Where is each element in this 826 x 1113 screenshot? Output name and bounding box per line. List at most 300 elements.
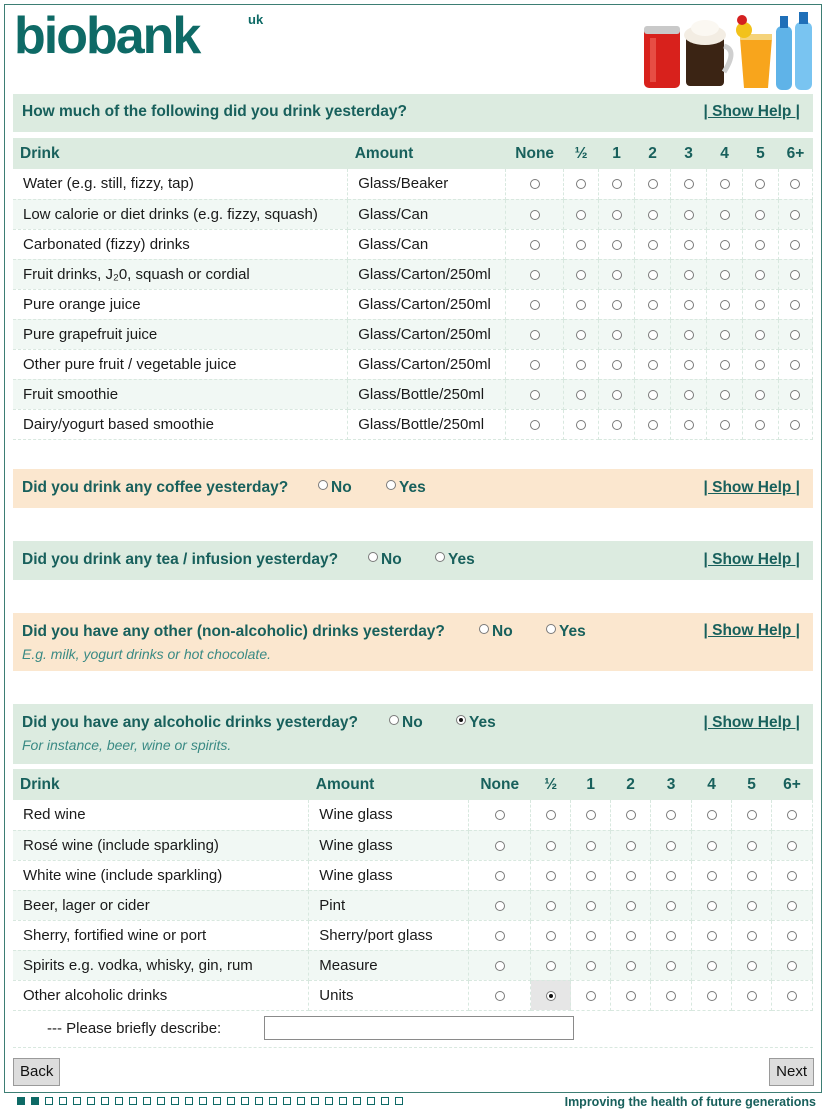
quantity-cell[interactable]	[771, 860, 812, 890]
quantity-cell[interactable]	[732, 830, 772, 860]
quantity-radio[interactable]	[612, 210, 622, 220]
quantity-cell[interactable]	[651, 860, 692, 890]
quantity-radio[interactable]	[626, 810, 636, 820]
quantity-cell[interactable]	[506, 319, 564, 349]
quantity-radio[interactable]	[707, 901, 717, 911]
quantity-radio[interactable]	[755, 330, 765, 340]
quantity-radio[interactable]	[576, 300, 586, 310]
quantity-radio[interactable]	[707, 991, 717, 1001]
quantity-radio[interactable]	[530, 420, 540, 430]
column-header: 3	[671, 138, 707, 169]
quantity-cell[interactable]	[771, 920, 812, 950]
quantity-radio[interactable]	[546, 931, 556, 941]
quantity-cell[interactable]	[564, 199, 599, 229]
quantity-cell[interactable]	[506, 379, 564, 409]
quantity-cell[interactable]	[531, 830, 571, 860]
quantity-cell[interactable]	[599, 259, 635, 289]
quantity-radio[interactable]	[626, 931, 636, 941]
quantity-cell[interactable]	[707, 199, 743, 229]
coffee-no-radio[interactable]	[318, 480, 328, 490]
quantity-radio[interactable]	[576, 179, 586, 189]
quantity-radio[interactable]	[755, 240, 765, 250]
quantity-cell[interactable]	[743, 169, 779, 199]
quantity-radio[interactable]	[666, 841, 676, 851]
quantity-cell[interactable]	[506, 199, 564, 229]
quantity-radio[interactable]	[495, 961, 505, 971]
quantity-cell[interactable]	[571, 920, 611, 950]
quantity-cell[interactable]	[743, 349, 779, 379]
quantity-radio[interactable]	[755, 270, 765, 280]
quantity-cell[interactable]	[635, 379, 671, 409]
quantity-cell[interactable]	[506, 349, 564, 379]
quantity-radio[interactable]	[586, 961, 596, 971]
drink-amount: Wine glass	[309, 830, 469, 860]
coffee-no-option[interactable]	[318, 479, 352, 497]
quantity-radio[interactable]	[530, 390, 540, 400]
other-no-option[interactable]	[479, 623, 513, 641]
quantity-cell[interactable]	[599, 199, 635, 229]
quantity-cell[interactable]	[506, 229, 564, 259]
quantity-cell[interactable]	[651, 920, 692, 950]
quantity-radio[interactable]	[648, 390, 658, 400]
quantity-radio[interactable]	[530, 240, 540, 250]
quantity-radio[interactable]	[790, 300, 800, 310]
quantity-cell[interactable]	[599, 379, 635, 409]
quantity-cell[interactable]	[671, 259, 707, 289]
quantity-cell[interactable]	[571, 890, 611, 920]
quantity-radio[interactable]	[720, 179, 730, 189]
quantity-radio[interactable]	[626, 991, 636, 1001]
quantity-cell[interactable]	[671, 289, 707, 319]
quantity-cell[interactable]	[531, 860, 571, 890]
quantity-cell[interactable]	[707, 259, 743, 289]
quantity-radio[interactable]	[666, 961, 676, 971]
quantity-radio[interactable]	[720, 390, 730, 400]
quantity-radio[interactable]	[787, 961, 797, 971]
column-header: 2	[635, 138, 671, 169]
quantity-radio[interactable]	[546, 871, 556, 881]
quantity-cell[interactable]	[771, 800, 812, 830]
quantity-radio[interactable]	[648, 330, 658, 340]
quantity-radio[interactable]	[720, 210, 730, 220]
quantity-radio[interactable]	[530, 270, 540, 280]
quantity-radio[interactable]	[546, 991, 556, 1001]
quantity-cell[interactable]	[778, 229, 812, 259]
quantity-radio[interactable]	[747, 991, 757, 1001]
quantity-radio[interactable]	[648, 300, 658, 310]
quantity-radio[interactable]	[747, 901, 757, 911]
quantity-radio[interactable]	[546, 961, 556, 971]
quantity-radio[interactable]	[747, 841, 757, 851]
quantity-radio[interactable]	[530, 300, 540, 310]
quantity-radio[interactable]	[790, 330, 800, 340]
quantity-radio[interactable]	[666, 810, 676, 820]
quantity-cell[interactable]	[771, 950, 812, 980]
quantity-cell[interactable]	[571, 830, 611, 860]
quantity-cell[interactable]	[469, 950, 531, 980]
quantity-cell[interactable]	[692, 860, 732, 890]
quantity-cell[interactable]	[778, 289, 812, 319]
quantity-radio[interactable]	[787, 841, 797, 851]
progress-step	[157, 1097, 165, 1105]
quantity-radio[interactable]	[530, 179, 540, 189]
quantity-radio[interactable]	[576, 360, 586, 370]
biobank-logo-suffix: uk	[248, 12, 264, 27]
quantity-cell[interactable]	[635, 199, 671, 229]
quantity-cell[interactable]	[571, 860, 611, 890]
quantity-cell[interactable]	[531, 890, 571, 920]
quantity-cell[interactable]	[599, 229, 635, 259]
quantity-radio[interactable]	[648, 360, 658, 370]
quantity-cell[interactable]	[635, 169, 671, 199]
quantity-cell[interactable]	[732, 920, 772, 950]
quantity-radio[interactable]	[707, 871, 717, 881]
quantity-cell[interactable]	[571, 800, 611, 830]
drink-name: Rosé wine (include sparkling)	[13, 830, 309, 860]
quantity-radio[interactable]	[612, 420, 622, 430]
coffee-yes-option[interactable]	[386, 479, 426, 497]
quantity-radio[interactable]	[530, 330, 540, 340]
quantity-cell[interactable]	[771, 890, 812, 920]
quantity-cell[interactable]	[531, 980, 571, 1010]
quantity-radio[interactable]	[684, 360, 694, 370]
quantity-radio[interactable]	[684, 270, 694, 280]
quantity-cell[interactable]	[778, 259, 812, 289]
quantity-cell[interactable]	[771, 830, 812, 860]
quantity-cell[interactable]	[692, 920, 732, 950]
quantity-cell[interactable]	[778, 379, 812, 409]
quantity-cell[interactable]	[743, 409, 779, 439]
quantity-cell[interactable]	[771, 980, 812, 1010]
quantity-cell[interactable]	[778, 169, 812, 199]
show-help-link[interactable]: | Show Help |	[703, 622, 800, 639]
quantity-cell[interactable]	[732, 950, 772, 980]
table-row	[13, 199, 813, 229]
quantity-cell[interactable]	[564, 229, 599, 259]
quantity-cell[interactable]	[564, 259, 599, 289]
quantity-radio[interactable]	[720, 270, 730, 280]
quantity-radio[interactable]	[495, 901, 505, 911]
quantity-radio[interactable]	[576, 420, 586, 430]
quantity-cell[interactable]	[671, 319, 707, 349]
quantity-cell[interactable]	[778, 349, 812, 379]
quantity-radio[interactable]	[612, 330, 622, 340]
quantity-radio[interactable]	[790, 390, 800, 400]
quantity-radio[interactable]	[648, 270, 658, 280]
quantity-cell[interactable]	[599, 409, 635, 439]
quantity-radio[interactable]	[586, 901, 596, 911]
quantity-radio[interactable]	[586, 991, 596, 1001]
quantity-radio[interactable]	[755, 179, 765, 189]
quantity-radio[interactable]	[755, 390, 765, 400]
other-yes-option[interactable]	[546, 623, 586, 641]
drinks-illustration	[640, 8, 814, 92]
quantity-cell[interactable]	[651, 980, 692, 1010]
quantity-radio[interactable]	[546, 901, 556, 911]
quantity-cell[interactable]	[635, 319, 671, 349]
progress-step	[241, 1097, 249, 1105]
quantity-cell[interactable]	[692, 980, 732, 1010]
column-header: Drink	[13, 138, 348, 169]
quantity-cell[interactable]	[611, 890, 651, 920]
quantity-cell[interactable]	[469, 830, 531, 860]
quantity-radio[interactable]	[684, 420, 694, 430]
quantity-cell[interactable]	[506, 289, 564, 319]
quantity-radio[interactable]	[626, 871, 636, 881]
quantity-radio[interactable]	[530, 210, 540, 220]
drink-name: Carbonated (fizzy) drinks	[13, 229, 348, 259]
quantity-cell[interactable]	[564, 379, 599, 409]
quantity-radio[interactable]	[790, 179, 800, 189]
tea-yes-radio[interactable]	[435, 552, 445, 562]
quantity-cell[interactable]	[506, 409, 564, 439]
quantity-cell[interactable]	[469, 800, 531, 830]
quantity-cell[interactable]	[671, 199, 707, 229]
show-help-link[interactable]: | Show Help |	[703, 103, 800, 120]
column-header: Amount	[348, 138, 506, 169]
drink-name: Pure orange juice	[13, 289, 348, 319]
quantity-radio[interactable]	[666, 901, 676, 911]
quantity-radio[interactable]	[790, 240, 800, 250]
quantity-cell[interactable]	[743, 229, 779, 259]
progress-step	[367, 1097, 375, 1105]
alcohol-yes-radio[interactable]	[456, 715, 466, 725]
quantity-radio[interactable]	[747, 810, 757, 820]
table-row	[13, 980, 813, 1010]
quantity-radio[interactable]	[612, 360, 622, 370]
quantity-cell[interactable]	[599, 289, 635, 319]
back-button[interactable]: Back	[13, 1058, 60, 1086]
alcohol-yes-option[interactable]	[456, 714, 496, 732]
quantity-cell[interactable]	[564, 349, 599, 379]
quantity-radio[interactable]	[720, 360, 730, 370]
quantity-radio[interactable]	[576, 240, 586, 250]
quantity-radio[interactable]	[747, 871, 757, 881]
quantity-cell[interactable]	[531, 920, 571, 950]
quantity-radio[interactable]	[787, 871, 797, 881]
quantity-cell[interactable]	[707, 319, 743, 349]
quantity-cell[interactable]	[707, 349, 743, 379]
quantity-cell[interactable]	[707, 229, 743, 259]
quantity-cell[interactable]	[651, 830, 692, 860]
quantity-radio[interactable]	[648, 420, 658, 430]
quantity-radio[interactable]	[666, 871, 676, 881]
quantity-cell[interactable]	[564, 409, 599, 439]
quantity-cell[interactable]	[732, 800, 772, 830]
quantity-cell[interactable]	[732, 980, 772, 1010]
quantity-radio[interactable]	[495, 991, 505, 1001]
quantity-cell[interactable]	[671, 349, 707, 379]
next-button[interactable]: Next	[769, 1058, 814, 1086]
quantity-cell[interactable]	[743, 199, 779, 229]
alcohol-no-option[interactable]	[389, 714, 423, 732]
quantity-radio[interactable]	[747, 961, 757, 971]
quantity-cell[interactable]	[506, 259, 564, 289]
quantity-radio[interactable]	[684, 330, 694, 340]
quantity-radio[interactable]	[790, 420, 800, 430]
quantity-radio[interactable]	[586, 810, 596, 820]
quantity-cell[interactable]	[743, 379, 779, 409]
quantity-cell[interactable]	[506, 169, 564, 199]
quantity-cell[interactable]	[732, 860, 772, 890]
quantity-cell[interactable]	[635, 289, 671, 319]
describe-input[interactable]	[264, 1016, 574, 1040]
quantity-cell[interactable]	[671, 229, 707, 259]
quantity-cell[interactable]	[469, 920, 531, 950]
quantity-radio[interactable]	[755, 360, 765, 370]
quantity-radio[interactable]	[612, 300, 622, 310]
tea-no-option[interactable]	[368, 551, 402, 569]
quantity-radio[interactable]	[747, 931, 757, 941]
quantity-cell[interactable]	[743, 259, 779, 289]
quantity-radio[interactable]	[495, 841, 505, 851]
quantity-cell[interactable]	[599, 169, 635, 199]
quantity-cell[interactable]	[707, 289, 743, 319]
quantity-cell[interactable]	[611, 830, 651, 860]
tea-no-radio[interactable]	[368, 552, 378, 562]
quantity-radio[interactable]	[755, 300, 765, 310]
column-header: 1	[599, 138, 635, 169]
quantity-cell[interactable]	[469, 860, 531, 890]
quantity-cell[interactable]	[571, 950, 611, 980]
quantity-cell[interactable]	[635, 229, 671, 259]
quantity-cell[interactable]	[635, 349, 671, 379]
quantity-radio[interactable]	[684, 300, 694, 310]
quantity-radio[interactable]	[576, 330, 586, 340]
quantity-cell[interactable]	[635, 409, 671, 439]
quantity-cell[interactable]	[671, 169, 707, 199]
quantity-cell[interactable]	[469, 890, 531, 920]
quantity-cell[interactable]	[611, 860, 651, 890]
quantity-radio[interactable]	[787, 901, 797, 911]
quantity-cell[interactable]	[692, 890, 732, 920]
quantity-cell[interactable]	[611, 920, 651, 950]
quantity-radio[interactable]	[787, 991, 797, 1001]
quantity-cell[interactable]	[611, 950, 651, 980]
quantity-radio[interactable]	[576, 210, 586, 220]
quantity-radio[interactable]	[787, 931, 797, 941]
quantity-cell[interactable]	[531, 950, 571, 980]
quantity-cell[interactable]	[651, 800, 692, 830]
quantity-cell[interactable]	[707, 409, 743, 439]
quantity-radio[interactable]	[612, 390, 622, 400]
quantity-cell[interactable]	[564, 289, 599, 319]
quantity-cell[interactable]	[469, 980, 531, 1010]
tea-yes-option[interactable]	[435, 551, 475, 569]
quantity-radio[interactable]	[586, 871, 596, 881]
quantity-radio[interactable]	[707, 931, 717, 941]
quantity-radio[interactable]	[576, 390, 586, 400]
quantity-radio[interactable]	[707, 810, 717, 820]
quantity-cell[interactable]	[531, 800, 571, 830]
quantity-radio[interactable]	[755, 420, 765, 430]
quantity-radio[interactable]	[648, 210, 658, 220]
alcohol-no-radio[interactable]	[389, 715, 399, 725]
quantity-radio[interactable]	[546, 841, 556, 851]
quantity-cell[interactable]	[778, 199, 812, 229]
quantity-cell[interactable]	[599, 319, 635, 349]
quantity-radio[interactable]	[648, 240, 658, 250]
quantity-cell[interactable]	[635, 259, 671, 289]
quantity-radio[interactable]	[612, 179, 622, 189]
quantity-cell[interactable]	[692, 950, 732, 980]
alcohol-question-band	[13, 704, 813, 764]
quantity-radio[interactable]	[790, 270, 800, 280]
quantity-cell[interactable]	[651, 890, 692, 920]
quantity-cell[interactable]	[707, 379, 743, 409]
quantity-radio[interactable]	[666, 931, 676, 941]
quantity-radio[interactable]	[790, 210, 800, 220]
other-no-radio[interactable]	[479, 624, 489, 634]
quantity-radio[interactable]	[684, 179, 694, 189]
quantity-cell[interactable]	[564, 169, 599, 199]
quantity-radio[interactable]	[626, 841, 636, 851]
quantity-radio[interactable]	[612, 270, 622, 280]
show-help-link[interactable]: | Show Help |	[703, 714, 800, 731]
quantity-cell[interactable]	[778, 409, 812, 439]
quantity-radio[interactable]	[546, 810, 556, 820]
quantity-radio[interactable]	[586, 841, 596, 851]
quantity-cell[interactable]	[692, 830, 732, 860]
quantity-radio[interactable]	[755, 210, 765, 220]
quantity-radio[interactable]	[576, 270, 586, 280]
quantity-radio[interactable]	[530, 360, 540, 370]
quantity-cell[interactable]	[671, 409, 707, 439]
quantity-cell[interactable]	[599, 349, 635, 379]
quantity-radio[interactable]	[648, 179, 658, 189]
quantity-cell[interactable]	[651, 950, 692, 980]
quantity-cell[interactable]	[732, 890, 772, 920]
quantity-cell[interactable]	[611, 800, 651, 830]
quantity-cell[interactable]	[707, 169, 743, 199]
quantity-radio[interactable]	[720, 240, 730, 250]
drink-amount: Glass/Carton/250ml	[348, 319, 506, 349]
quantity-cell[interactable]	[692, 800, 732, 830]
show-help-link[interactable]: | Show Help |	[703, 551, 800, 568]
alcohol-no-label: No	[402, 714, 423, 731]
quantity-cell[interactable]	[611, 980, 651, 1010]
quantity-radio[interactable]	[626, 961, 636, 971]
coffee-yes-radio[interactable]	[386, 480, 396, 490]
quantity-radio[interactable]	[586, 931, 596, 941]
quantity-radio[interactable]	[684, 210, 694, 220]
quantity-radio[interactable]	[666, 991, 676, 1001]
quantity-radio[interactable]	[612, 240, 622, 250]
quantity-radio[interactable]	[684, 390, 694, 400]
quantity-cell[interactable]	[743, 319, 779, 349]
quantity-radio[interactable]	[626, 901, 636, 911]
quantity-cell[interactable]	[743, 289, 779, 319]
quantity-cell[interactable]	[671, 379, 707, 409]
quantity-radio[interactable]	[787, 810, 797, 820]
quantity-radio[interactable]	[684, 240, 694, 250]
quantity-cell[interactable]	[571, 980, 611, 1010]
quantity-cell[interactable]	[564, 319, 599, 349]
drink-name: Other alcoholic drinks	[13, 980, 309, 1010]
quantity-radio[interactable]	[707, 841, 717, 851]
quantity-cell[interactable]	[778, 319, 812, 349]
quantity-radio[interactable]	[790, 360, 800, 370]
other-yes-radio[interactable]	[546, 624, 556, 634]
quantity-radio[interactable]	[495, 871, 505, 881]
quantity-radio[interactable]	[720, 300, 730, 310]
show-help-link[interactable]: | Show Help |	[703, 479, 800, 496]
quantity-radio[interactable]	[495, 931, 505, 941]
quantity-radio[interactable]	[720, 330, 730, 340]
quantity-radio[interactable]	[707, 961, 717, 971]
quantity-radio[interactable]	[720, 420, 730, 430]
quantity-radio[interactable]	[495, 810, 505, 820]
